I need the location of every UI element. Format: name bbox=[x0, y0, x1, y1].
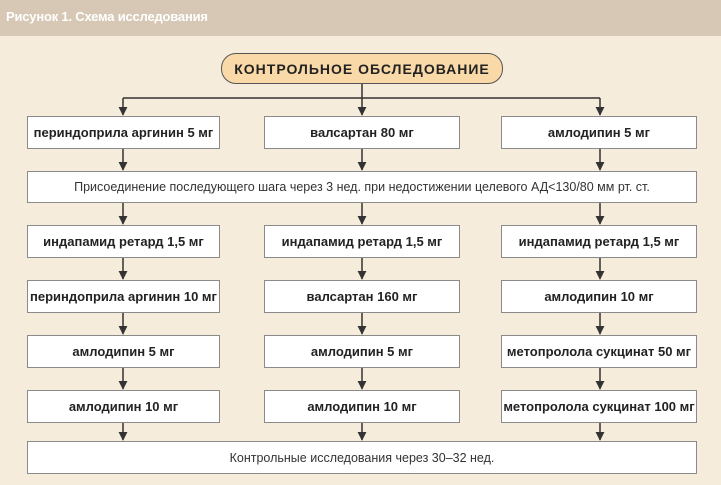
row4-center-node: амлодипин 5 мг bbox=[264, 335, 460, 368]
row2-right-node: индапамид ретард 1,5 мг bbox=[501, 225, 697, 258]
step-addition-note: Присоединение последующего шага через 3 нед. при недостижении целевого АД<130/80 мм рт. ст. bbox=[27, 171, 697, 203]
row2-center-node: индапамид ретард 1,5 мг bbox=[264, 225, 460, 258]
row5-left-node: амлодипин 10 мг bbox=[27, 390, 220, 423]
row2-left-node: индапамид ретард 1,5 мг bbox=[27, 225, 220, 258]
control-studies-footer: Контрольные исследования через 30–32 нед. bbox=[27, 441, 697, 474]
row1-right-node: амлодипин 5 мг bbox=[501, 116, 697, 149]
figure-title: Рисунок 1. Схема исследования bbox=[6, 9, 208, 24]
row5-center-node: амлодипин 10 мг bbox=[264, 390, 460, 423]
row5-right-node: метопролола сукцинат 100 мг bbox=[501, 390, 697, 423]
row3-right-node: амлодипин 10 мг bbox=[501, 280, 697, 313]
row1-left-node: периндоприла аргинин 5 мг bbox=[27, 116, 220, 149]
row3-center-node: валсартан 160 мг bbox=[264, 280, 460, 313]
row4-right-node: метопролола сукцинат 50 мг bbox=[501, 335, 697, 368]
row1-center-node: валсартан 80 мг bbox=[264, 116, 460, 149]
control-examination-node: КОНТРОЛЬНОЕ ОБСЛЕДОВАНИЕ bbox=[221, 53, 503, 84]
row3-left-node: периндоприла аргинин 10 мг bbox=[27, 280, 220, 313]
row4-left-node: амлодипин 5 мг bbox=[27, 335, 220, 368]
